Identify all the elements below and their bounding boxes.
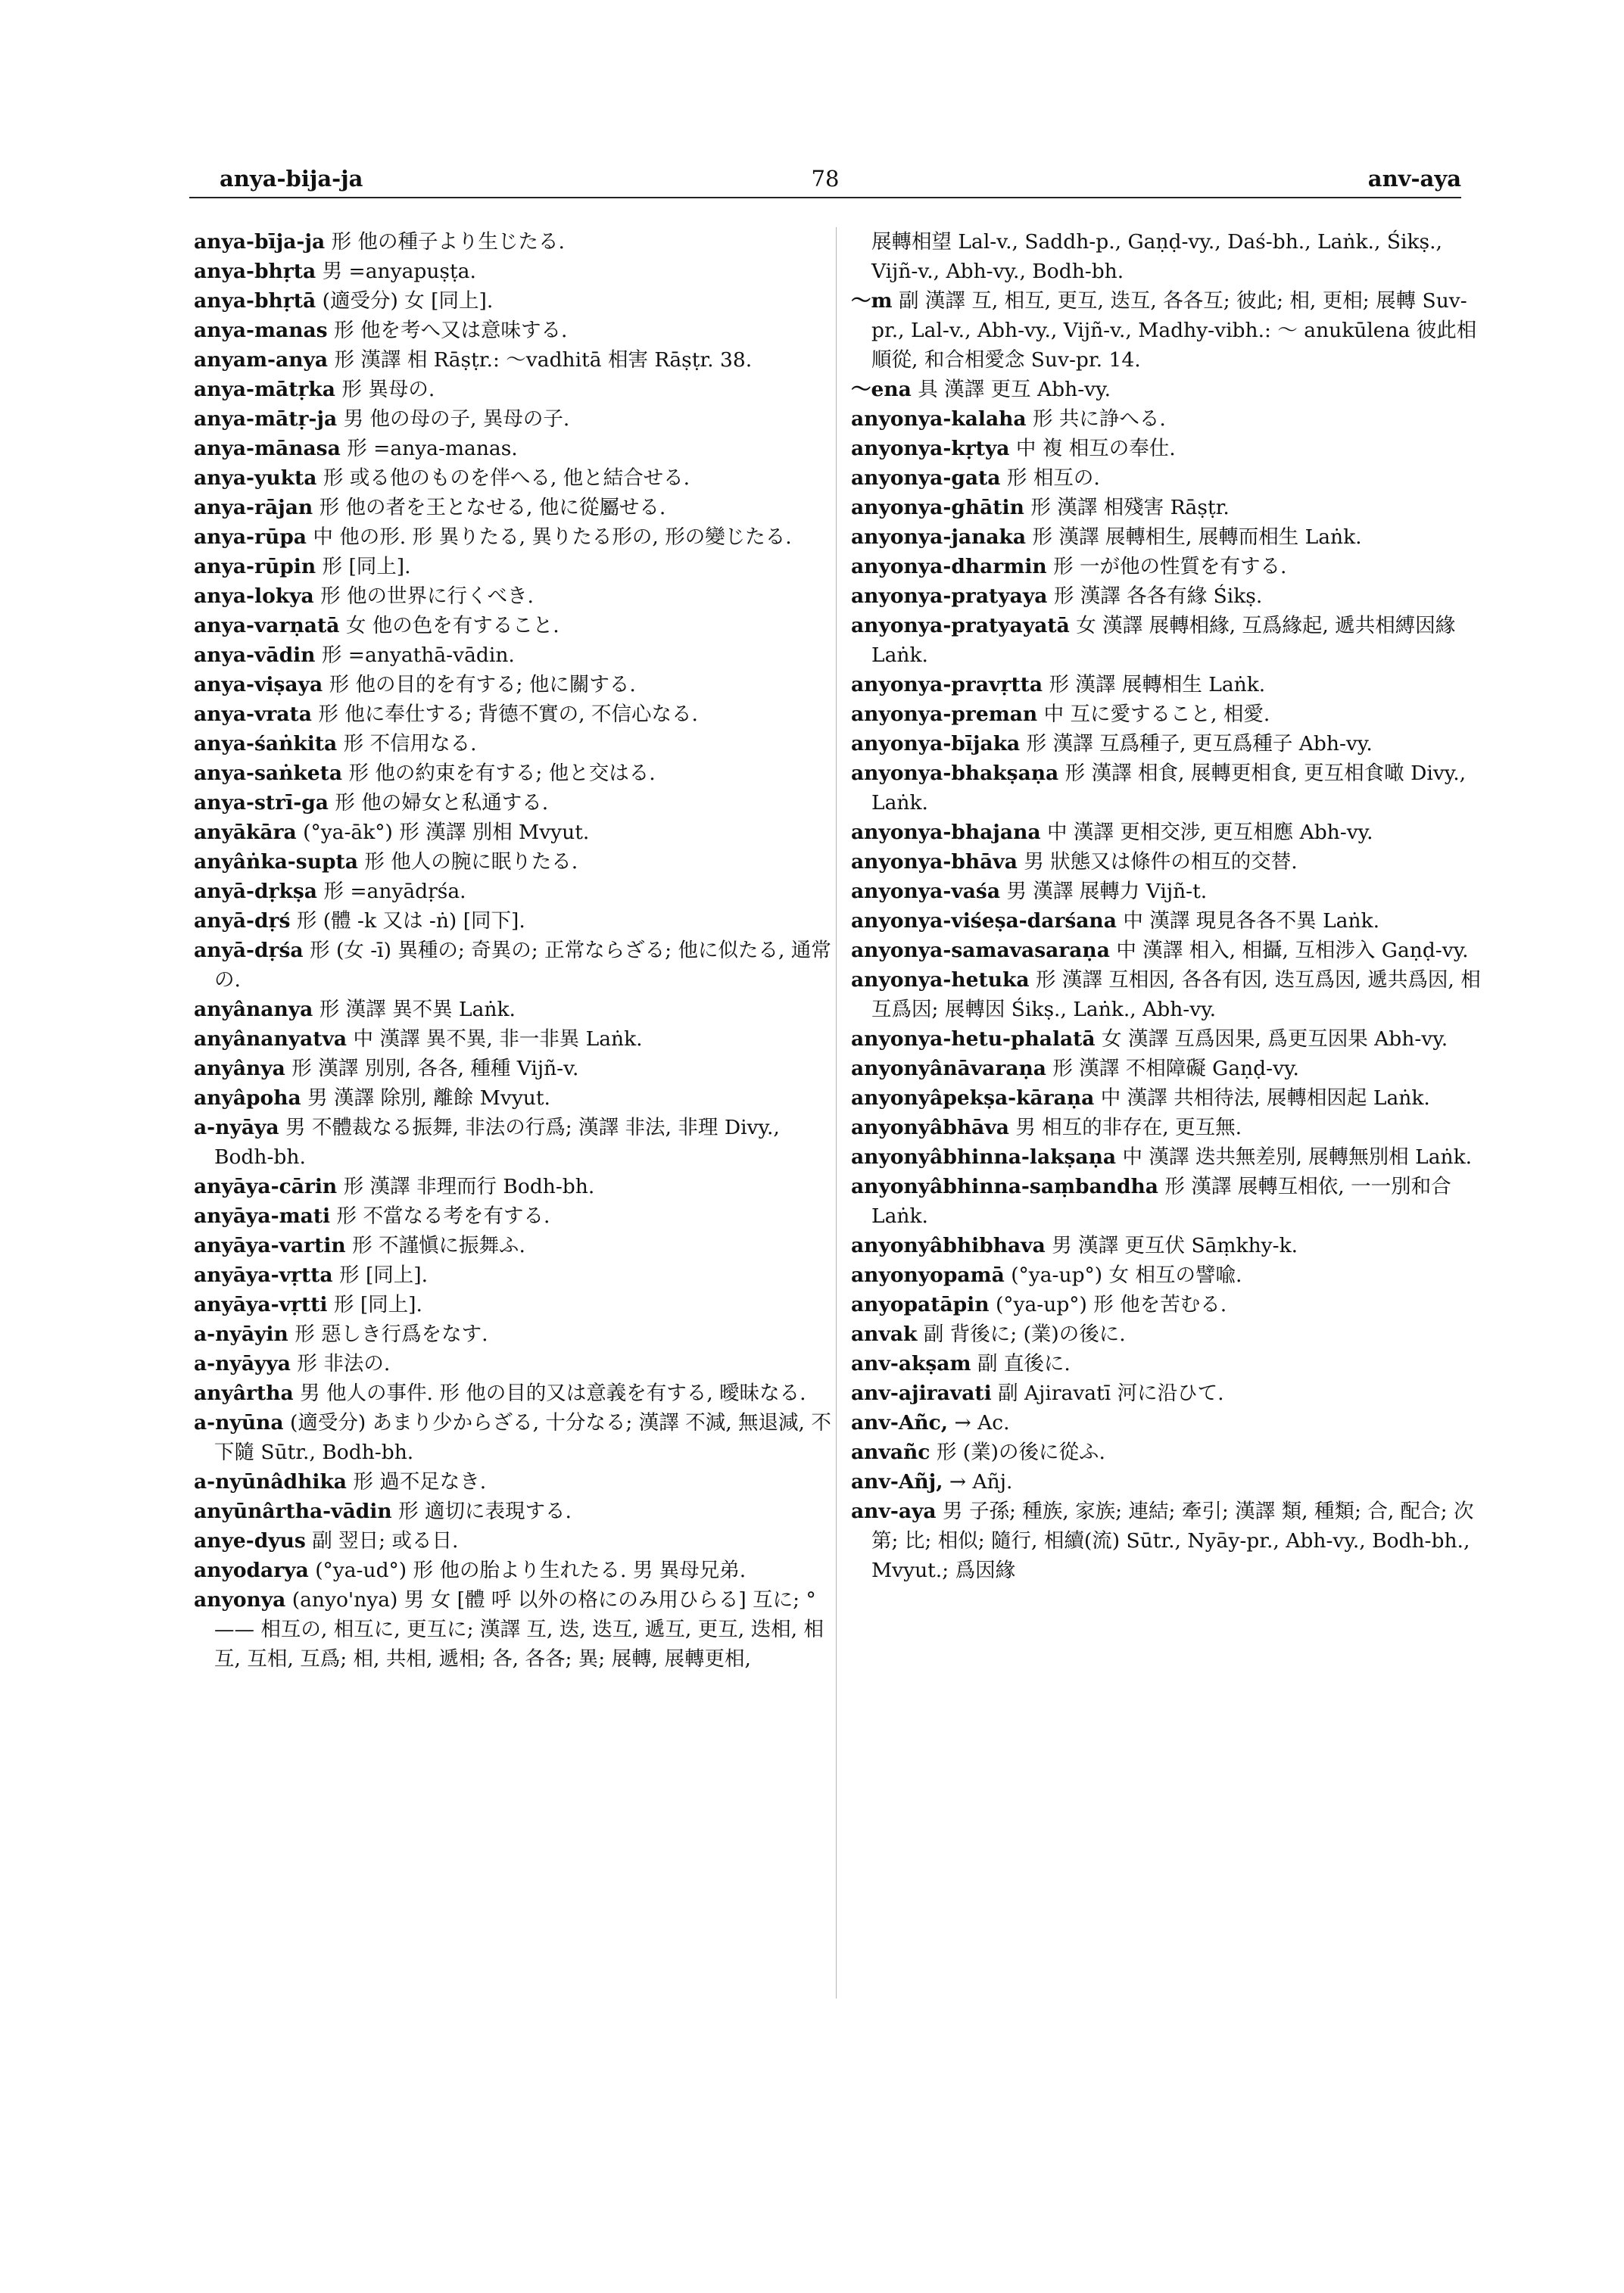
entry-headword: anyonya-pravṛtta	[851, 673, 1043, 696]
entry-headword: anyonya-preman	[851, 703, 1038, 726]
entry-headword: anyonyâbhinna-lakṣaṇa	[851, 1145, 1117, 1169]
dictionary-entry	[851, 1113, 1492, 1142]
header-left-headword: anya-bija-ja	[220, 166, 363, 192]
entry-headword: anvañc	[851, 1441, 930, 1464]
dictionary-entry	[194, 522, 834, 552]
entry-headword: anv-ajiravati	[851, 1382, 992, 1405]
dictionary-entry	[851, 522, 1492, 552]
entry-headword: anye-dyus	[194, 1529, 306, 1553]
entry-headword: anyonyâbhibhava	[851, 1234, 1046, 1257]
entry-headword: anyonya-vaśa	[851, 880, 1001, 903]
dictionary-entry	[194, 434, 834, 463]
entry-definition: 形 他の者を王となせる, 他に從屬せる.	[319, 496, 666, 519]
entry-definition: 中 漢譯 異不異, 非一非異 Laṅk.	[353, 1027, 643, 1051]
entry-definition: 男 子孫; 種族, 家族; 連結; 牽引; 漢譯 類, 種類; 合, 配合; 次第; 比; 相似; 隨行, 相續(流) Sūtr., Nyāy-pr., Abh-vy., Bodh-bh., Mvyut.; 爲因緣	[871, 1500, 1474, 1582]
entry-definition: 形 他に奉仕する; 背德不實の, 不信心なる.	[318, 703, 698, 726]
entry-headword: anyā-dṛkṣa	[194, 880, 317, 903]
entry-headword: anyāya-vṛtti	[194, 1293, 328, 1316]
dictionary-entry	[851, 847, 1492, 877]
dictionary-entry	[194, 670, 834, 699]
entry-headword: anyonya-samavasaraṇa	[851, 939, 1110, 962]
dictionary-entry	[851, 1054, 1492, 1083]
entry-headword: anv-Añc,	[851, 1411, 949, 1435]
entry-headword: anyânya	[194, 1057, 285, 1080]
entry-definition: 形 漢譯 不相障礙 Gaṇḍ-vy.	[1052, 1057, 1299, 1080]
dictionary-entry	[194, 788, 834, 818]
entry-definition: 男 漢譯 更互伏 Sāṃkhy-k.	[1052, 1234, 1298, 1257]
entry-definition: 女 漢譯 互爲因果, 爲更互因果 Abh-vy.	[1102, 1027, 1448, 1051]
dictionary-entry	[194, 375, 834, 404]
dictionary-entry	[194, 581, 834, 611]
entry-headword: anyāya-mati	[194, 1204, 331, 1228]
entry-definition: (anyo'nya) 男 女 [體 呼 以外の格にのみ用ひらる] 互に; °—— 相互の, 相互に, 更互に; 漢譯 互, 迭, 迭互, 遞互, 更互, 迭相, 相互, 互相, 互爲; 相, 共相, 遞相; 各, 各各; 異; 展轉, 展轉更相,	[214, 1588, 824, 1671]
entry-definition: 男 相互的非存在, 更互無.	[1015, 1116, 1242, 1139]
entry-definition: 中 互に愛すること, 相愛.	[1043, 703, 1270, 726]
entry-headword: anyonya-bhajana	[851, 821, 1041, 844]
entry-headword: anya-vrata	[194, 703, 312, 726]
entry-definition: 副 直後に.	[977, 1352, 1071, 1375]
entry-definition: 形 不謹愼に振舞ふ.	[352, 1234, 525, 1257]
entry-headword: anyā-dṛśa	[194, 939, 304, 962]
entry-headword: anyonyâpekṣa-kāraṇa	[851, 1086, 1095, 1110]
entry-headword: 〜m	[851, 289, 893, 313]
entry-headword: anyârtha	[194, 1382, 294, 1405]
dictionary-entry	[851, 434, 1492, 463]
entry-headword: anyonya-pratyayatā	[851, 614, 1070, 637]
dictionary-entry	[194, 847, 834, 877]
entry-headword: anyonya-pratyaya	[851, 584, 1048, 608]
dictionary-entry	[851, 1290, 1492, 1319]
entry-definition: 形 漢譯 異不異 Laṅk.	[319, 998, 516, 1021]
entry-definition: (°ya-up°) 女 相互の譬喩.	[1011, 1263, 1242, 1287]
entry-headword: anya-strī-ga	[194, 791, 329, 815]
entry-definition: 女 漢譯 展轉相緣, 互爲緣起, 遞共相縛因緣 Laṅk.	[871, 614, 1456, 667]
entry-definition: 形 =anyathā-vādin.	[321, 643, 515, 667]
entry-headword: anyonyopamā	[851, 1263, 1005, 1287]
dictionary-entry	[194, 463, 834, 493]
dictionary-entry	[851, 1349, 1492, 1379]
dictionary-entry	[851, 1438, 1492, 1467]
entry-definition: 中 漢譯 共相待法, 展轉相因起 Laṅk.	[1100, 1086, 1430, 1110]
entry-definition: 男 不體裁なる振舞, 非法の行爲; 漢譯 非法, 非理 Divy., Bodh-bh.	[214, 1116, 780, 1169]
dictionary-entry	[851, 552, 1492, 581]
page-number: 78	[811, 166, 840, 192]
entry-headword: anyonya-gata	[851, 466, 1001, 490]
entry-definition: 形 (女 -ī) 異種の; 奇異の; 正常ならざる; 他に似たる, 通常の.	[214, 939, 831, 992]
entry-definition: 形 (體 -k 又は -ṅ) [同下].	[296, 909, 525, 933]
entry-definition: 形 不信用なる.	[343, 732, 477, 756]
dictionary-entry	[194, 1319, 834, 1349]
dictionary-entry	[194, 1113, 834, 1172]
entry-definition: 形 惡しき行爲をなす.	[295, 1323, 488, 1346]
dictionary-entry	[851, 286, 1492, 375]
entry-headword: anya-lokya	[194, 584, 314, 608]
dictionary-entry	[194, 611, 834, 640]
dictionary-entry	[851, 877, 1492, 906]
entry-headword: anyânanyatva	[194, 1027, 348, 1051]
entry-headword: anyopatāpin	[851, 1293, 990, 1316]
entry-headword: anyāya-cārin	[194, 1175, 338, 1198]
dictionary-entry	[194, 936, 834, 995]
dictionary-entry	[194, 729, 834, 759]
entry-definition: 副 Ajiravatī 河に沿ひて.	[998, 1382, 1224, 1405]
dictionary-entry	[851, 1142, 1492, 1172]
entry-headword: anyākāra	[194, 821, 297, 844]
dictionary-entry	[851, 493, 1492, 522]
dictionary-entry	[851, 818, 1492, 847]
entry-definition: 男 漢譯 展轉力 Vijñ-t.	[1006, 880, 1208, 903]
dictionary-entry	[851, 1231, 1492, 1260]
entry-headword: anyonyânāvaraṇa	[851, 1057, 1046, 1080]
dictionary-entry	[851, 906, 1492, 936]
entry-headword: anyonya-hetuka	[851, 968, 1030, 992]
dictionary-entry	[851, 1083, 1492, 1113]
entry-definition: 形 他の婦女と私通する.	[335, 791, 549, 815]
entry-headword: anv-aya	[851, 1500, 937, 1523]
entry-headword: anya-vādin	[194, 643, 316, 667]
entry-definition: 形 漢譯 展轉互相依, 一一別和合 Laṅk.	[871, 1175, 1451, 1228]
dictionary-entry	[194, 640, 834, 670]
entry-headword: anya-varṇatā	[194, 614, 340, 637]
dictionary-entry	[194, 316, 834, 345]
dictionary-entry	[194, 257, 834, 286]
dictionary-entry	[851, 1497, 1492, 1585]
entry-definition: 形 適切に表現する.	[398, 1500, 572, 1523]
dictionary-entry	[194, 552, 834, 581]
entry-definition: 男 他の母の子, 異母の子.	[343, 407, 570, 431]
entry-headword: anyonya-dharmin	[851, 555, 1047, 578]
dictionary-entry	[194, 1201, 834, 1231]
entry-definition: 形 過不足なき.	[353, 1470, 487, 1494]
dictionary-entry	[851, 670, 1492, 699]
left-column	[194, 227, 834, 1674]
entry-definition: 形 漢譯 各各有緣 Śikṣ.	[1053, 584, 1263, 608]
entry-definition: 形 漢譯 互相因, 各各有因, 迭互爲因, 遞共爲因, 相互爲因; 展轉因 Śikṣ., Laṅk., Abh-vy.	[871, 968, 1481, 1021]
entry-headword: anyam-anya	[194, 348, 329, 372]
entry-definition: 形 [同上].	[339, 1263, 429, 1287]
entry-headword: anya-saṅketa	[194, 762, 342, 785]
entry-headword: anyonya-kalaha	[851, 407, 1027, 431]
entry-headword: a-nyāya	[194, 1116, 279, 1139]
dictionary-entry	[194, 1083, 834, 1113]
entry-definition: 中 他の形. 形 異りたる, 異りたる形の, 形の變じたる.	[313, 525, 792, 549]
entry-headword: anya-bhṛtā	[194, 289, 316, 313]
entry-headword: anyodarya	[194, 1559, 309, 1582]
entry-headword: anyonya-hetu-phalatā	[851, 1027, 1096, 1051]
entry-definition: (適受分) あまり少からざる, 十分なる; 漢譯 不減, 無退減, 不下隨 Sūtr., Bodh-bh.	[214, 1411, 831, 1464]
column-divider	[836, 227, 837, 1999]
entry-definition: 副 背後に; (業)の後に.	[923, 1323, 1126, 1346]
entry-definition: 形 [同上].	[333, 1293, 422, 1316]
entry-headword: anya-bīja-ja	[194, 230, 326, 254]
entry-headword: anyonya	[194, 1588, 286, 1612]
entry-headword: anya-rājan	[194, 496, 313, 519]
dictionary-entry	[194, 906, 834, 936]
dictionary-entry	[194, 995, 834, 1024]
entry-definition: 形 漢譯 別別, 各各, 種種 Vijñ-v.	[291, 1057, 579, 1080]
dictionary-entry	[194, 1526, 834, 1556]
entry-headword: anya-mānasa	[194, 437, 341, 460]
entry-headword: anyonya-bījaka	[851, 732, 1021, 756]
entry-headword: a-nyūnâdhika	[194, 1470, 347, 1494]
dictionary-entry	[194, 1556, 834, 1585]
entry-definition: 形 他の種子より生じたる.	[331, 230, 565, 254]
entry-definition: 形 異母の.	[341, 378, 435, 401]
dictionary-entry	[851, 936, 1492, 965]
entry-headword: anyā-dṛś	[194, 909, 291, 933]
running-head	[189, 164, 1461, 198]
entry-definition: 具 漢譯 更互 Abh-vy.	[918, 378, 1111, 401]
entry-definition: (適受分) 女 [同上].	[322, 289, 494, 313]
entry-headword: a-nyūna	[194, 1411, 284, 1435]
dictionary-entry	[194, 1172, 834, 1201]
dictionary-entry	[194, 1585, 834, 1674]
entry-definition: → Ac.	[954, 1411, 1010, 1435]
entry-definition: 副 翌日; 或る日.	[312, 1529, 459, 1553]
dictionary-entry	[851, 404, 1492, 434]
entry-headword: anyonya-janaka	[851, 525, 1027, 549]
entry-headword: a-nyāyya	[194, 1352, 291, 1375]
entry-headword: anya-manas	[194, 319, 328, 342]
entry-headword: anyonyâbhinna-saṃbandha	[851, 1175, 1158, 1198]
entry-headword: anyonya-viśeṣa-darśana	[851, 909, 1117, 933]
entry-definition: 形 他の目的を有する; 他に關する.	[329, 673, 636, 696]
dictionary-entry	[194, 493, 834, 522]
entry-definition: 形 他の約束を有する; 他と交はる.	[348, 762, 656, 785]
entry-definition: 中 漢譯 更相交涉, 更互相應 Abh-vy.	[1046, 821, 1373, 844]
dictionary-entry	[851, 581, 1492, 611]
entry-headword: anyânanya	[194, 998, 313, 1021]
entry-definition: 形 漢譯 相 Rāṣṭr.: 〜vadhitā 相害 Rāṣṭr. 38.	[334, 348, 753, 372]
entry-headword: anv-Añj,	[851, 1470, 943, 1494]
entry-definition: 男 狀態又は條件の相互的交替.	[1024, 850, 1298, 874]
entry-headword: anyonya-bhakṣaṇa	[851, 762, 1059, 785]
entry-headword: anya-yukta	[194, 466, 317, 490]
dictionary-entry	[194, 1231, 834, 1260]
entry-headword: anyāya-vartin	[194, 1234, 346, 1257]
dictionary-entry	[851, 1172, 1492, 1231]
entry-definition: 形 漢譯 展轉相生 Laṅk.	[1049, 673, 1266, 696]
entry-headword: anya-rūpa	[194, 525, 307, 549]
dictionary-entry	[194, 1260, 834, 1290]
dictionary-entry	[194, 286, 834, 316]
entry-definition: 男 漢譯 除別, 離餘 Mvyut.	[307, 1086, 550, 1110]
dictionary-entry	[194, 345, 834, 375]
dictionary-entry	[851, 1319, 1492, 1349]
entry-headword: anyonyâbhāva	[851, 1116, 1009, 1139]
dictionary-entry	[194, 699, 834, 729]
entry-definition: 男 他人の事件. 形 他の目的又は意義を有する, 曖昧なる.	[300, 1382, 806, 1405]
dictionary-entry	[194, 1408, 834, 1467]
entry-headword: 〜ena	[851, 378, 912, 401]
entry-headword: anyâṅka-supta	[194, 850, 358, 874]
entry-headword: anyonya-kṛtya	[851, 437, 1010, 460]
dictionary-entry	[851, 375, 1492, 404]
dictionary-entry	[851, 1408, 1492, 1438]
dictionary-entry	[851, 1379, 1492, 1408]
entry-headword: anya-mātṛ-ja	[194, 407, 338, 431]
dictionary-entry	[194, 1379, 834, 1408]
dictionary-entry	[851, 759, 1492, 818]
entry-definition: 形 他の世界に行くべき.	[320, 584, 534, 608]
entry-definition: 形 漢譯 互爲種子, 更互爲種子 Abh-vy.	[1026, 732, 1373, 756]
entry-definition: → Añj.	[949, 1470, 1013, 1494]
entry-headword: anya-viṣaya	[194, 673, 323, 696]
dictionary-entry	[851, 227, 1492, 286]
entry-definition: 男 =anyapuṣṭa.	[322, 260, 476, 283]
dictionary-entry	[194, 1349, 834, 1379]
entry-definition: 中 漢譯 現見各各不異 Laṅk.	[1123, 909, 1380, 933]
dictionary-entry	[194, 1290, 834, 1319]
entry-headword: anya-bhṛta	[194, 260, 316, 283]
entry-definition: 女 他の色を有すること.	[345, 614, 560, 637]
dictionary-entry	[194, 759, 834, 788]
entry-definition: (°ya-āk°) 形 漢譯 別相 Mvyut.	[303, 821, 590, 844]
dictionary-entry	[194, 227, 834, 257]
entry-definition: 形 一が他の性質を有する.	[1053, 555, 1287, 578]
dictionary-entry	[851, 699, 1492, 729]
entry-headword: anyonya-bhāva	[851, 850, 1018, 874]
dictionary-entry	[851, 611, 1492, 670]
dictionary-entry	[194, 818, 834, 847]
dictionary-entry	[194, 1467, 834, 1497]
entry-headword: anyāya-vṛtta	[194, 1263, 333, 1287]
dictionary-entry	[851, 965, 1492, 1024]
entry-definition: 形 或る他のものを伴へる, 他と結合せる.	[323, 466, 690, 490]
entry-headword: anyūnârtha-vādin	[194, 1500, 392, 1523]
entry-definition: 形 他を考へ又は意味する.	[334, 319, 568, 342]
entry-definition: 形 漢譯 相殘害 Rāṣṭr.	[1030, 496, 1230, 519]
entry-headword: anyonya-ghātin	[851, 496, 1024, 519]
entry-definition: 中 漢譯 相入, 相攝, 互相涉入 Gaṇḍ-vy.	[1116, 939, 1469, 962]
dictionary-entry	[194, 1024, 834, 1054]
dictionary-entry	[851, 1024, 1492, 1054]
entry-definition: 形 =anya-manas.	[347, 437, 518, 460]
entry-definition: 形 =anyādṛśa.	[323, 880, 466, 903]
dictionary-entry	[851, 463, 1492, 493]
entry-definition: 展轉相望 Lal-v., Saddh-p., Gaṇḍ-vy., Daś-bh., Laṅk., Śikṣ., Vijñ-v., Abh-vy., Bodh-bh.	[871, 230, 1442, 283]
entry-headword: anv-akṣam	[851, 1352, 971, 1375]
entry-headword: anya-rūpin	[194, 555, 316, 578]
dictionary-entry	[851, 729, 1492, 759]
entry-definition: 形 [同上].	[322, 555, 411, 578]
dictionary-entry	[851, 1260, 1492, 1290]
entry-definition: 形 共に諍へる.	[1033, 407, 1166, 431]
entry-definition: 形 漢譯 展轉相生, 展轉而相生 Laṅk.	[1032, 525, 1362, 549]
entry-definition: (°ya-up°) 形 他を苦むる.	[995, 1293, 1227, 1316]
entry-definition: 形 不當なる考を有する.	[336, 1204, 550, 1228]
entry-definition: 形 漢譯 相食, 展轉更相食, 更互相食噉 Divy., Laṅk.	[871, 762, 1467, 815]
entry-definition: (°ya-ud°) 形 他の胎より生れたる. 男 異母兄弟.	[315, 1559, 747, 1582]
dictionary-entry	[194, 877, 834, 906]
dictionary-entry	[194, 404, 834, 434]
entry-definition: 形 他人の腕に眠りたる.	[364, 850, 578, 874]
entry-definition: 形 (業)の後に從ふ.	[936, 1441, 1105, 1464]
entry-definition: 形 相互の.	[1006, 466, 1100, 490]
right-column	[851, 227, 1492, 1585]
entry-headword: anya-mātṛka	[194, 378, 335, 401]
dictionary-entry	[194, 1054, 834, 1083]
entry-headword: anvak	[851, 1323, 918, 1346]
entry-definition: 中 漢譯 迭共無差別, 展轉無別相 Laṅk.	[1122, 1145, 1473, 1169]
entry-definition: 副 漢譯 互, 相互, 更互, 迭互, 各各互; 彼此; 相, 更相; 展轉 Suv-pr., Lal-v., Abh-vy., Vijñ-v., Madhy-vibh.: 〜 anukūlena 彼此相順從, 和合相愛念 Suv-pr. 14.	[871, 289, 1477, 372]
entry-headword: anya-śaṅkita	[194, 732, 338, 756]
entry-definition: 形 漢譯 非理而行 Bodh-bh.	[343, 1175, 595, 1198]
entry-definition: 形 非法の.	[297, 1352, 391, 1375]
entry-headword: a-nyāyin	[194, 1323, 288, 1346]
dictionary-entry	[851, 1467, 1492, 1497]
header-right-headword: anv-aya	[1367, 166, 1461, 192]
dictionary-entry	[194, 1497, 834, 1526]
entry-definition: 中 複 相互の奉仕.	[1015, 437, 1176, 460]
entry-headword: anyâpoha	[194, 1086, 301, 1110]
